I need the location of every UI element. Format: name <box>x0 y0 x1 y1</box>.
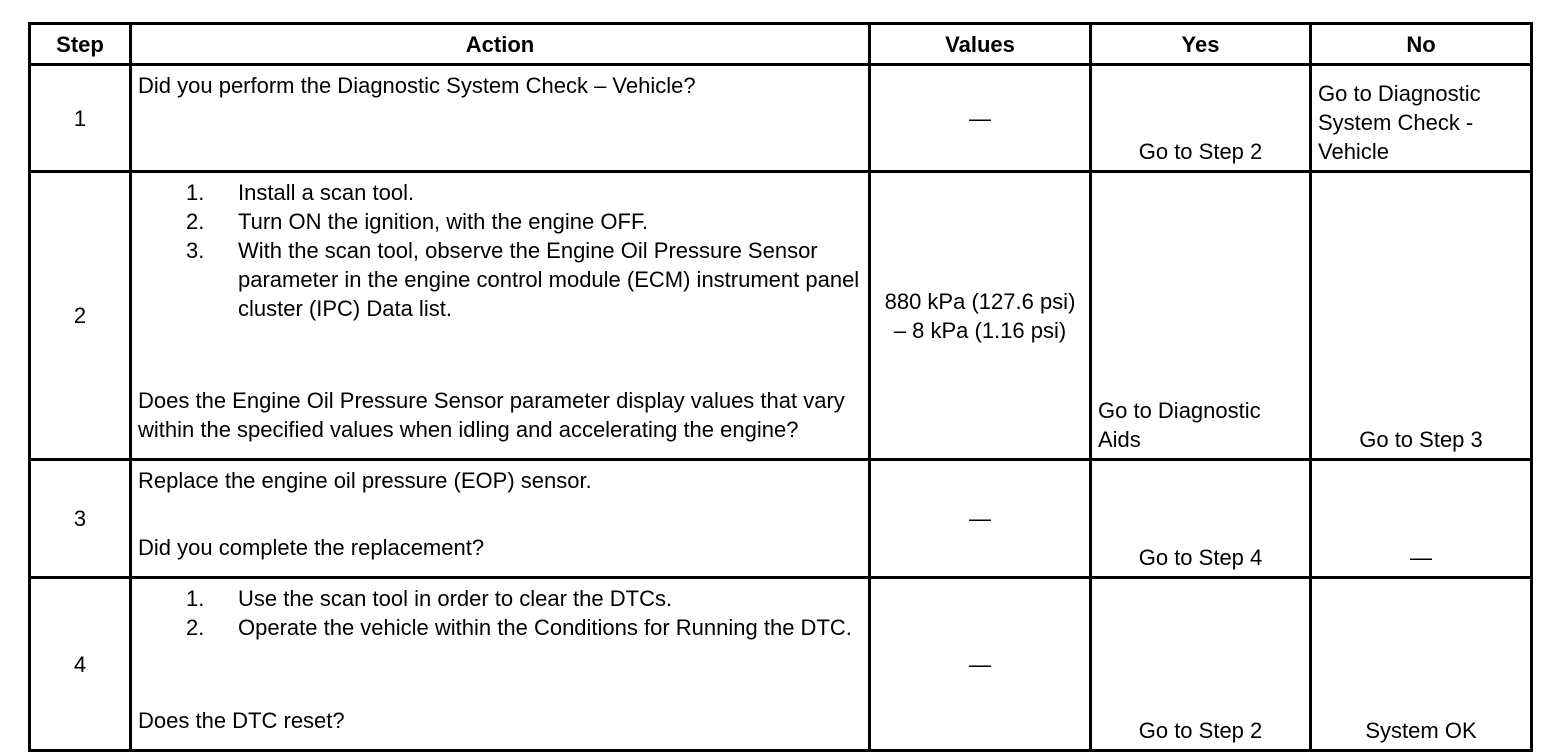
list-item <box>138 584 862 613</box>
action-question: Did you perform the Diagnostic System Check – Vehicle? <box>138 73 696 98</box>
no-cell: Go to Step 3 <box>1311 172 1532 460</box>
list-item-text: Operate the vehicle within the Conditions for Running the DTC. <box>238 615 852 640</box>
action-cell <box>131 172 870 460</box>
list-item-number: 2. <box>186 615 205 640</box>
step-number: 3 <box>30 460 131 578</box>
yes-cell: Go to Diagnostic Aids <box>1091 172 1311 460</box>
table-row-step-3 <box>30 460 1532 578</box>
table-row-step-2 <box>30 172 1532 460</box>
values-cell <box>870 460 1091 578</box>
no-cell: — <box>1311 460 1532 578</box>
header-yes: Yes <box>1091 24 1311 65</box>
instruction-list <box>138 584 862 642</box>
header-step: Step <box>30 24 131 65</box>
yes-cell: Go to Step 2 <box>1091 65 1311 172</box>
no-cell: System OK <box>1311 578 1532 751</box>
list-item-text: Install a scan tool. <box>238 180 415 205</box>
step-number: 2 <box>30 172 131 460</box>
values-dash: — <box>969 651 991 677</box>
yes-cell: Go to Step 2 <box>1091 578 1311 751</box>
list-item <box>138 207 862 236</box>
step-number: 4 <box>30 578 131 751</box>
values-cell: 880 kPa (127.6 psi) – 8 kPa (1.16 psi) <box>870 172 1091 460</box>
values-cell <box>870 578 1091 751</box>
list-item <box>138 613 862 642</box>
values-dash: — <box>969 506 991 531</box>
header-values: Values <box>870 24 1091 65</box>
list-item-text: With the scan tool, observe the Engine Oil Pressure Sensor parameter in the engine control module (ECM) instrument panel cluster (IPC) Data list. <box>238 238 860 321</box>
action-question: Did you complete the replacement? <box>138 535 485 560</box>
action-cell <box>131 460 870 578</box>
values-cell <box>870 65 1091 172</box>
table-row-step-1 <box>30 65 1532 172</box>
list-item <box>138 178 862 207</box>
header-action: Action <box>131 24 870 65</box>
list-item-number: 1. <box>186 586 205 611</box>
action-cell <box>131 65 870 172</box>
list-item-number: 1. <box>186 180 205 205</box>
step-number: 1 <box>30 65 131 172</box>
action-question: Does the DTC reset? <box>138 708 345 733</box>
instruction-list <box>138 178 862 323</box>
action-question: Does the Engine Oil Pressure Sensor parameter display values that vary within the specified values when idling and accelerating the engine? <box>138 388 845 442</box>
list-item-number: 2. <box>186 209 205 234</box>
action-instruction: Replace the engine oil pressure (EOP) sensor. <box>138 468 592 493</box>
yes-cell: Go to Step 4 <box>1091 460 1311 578</box>
no-cell: Go to Diagnostic System Check - Vehicle <box>1311 65 1532 172</box>
header-row <box>30 24 1532 65</box>
list-item-text: Use the scan tool in order to clear the DTCs. <box>238 586 673 611</box>
list-item-text: Turn ON the ignition, with the engine OFF. <box>238 209 649 234</box>
table-row-step-4 <box>30 578 1532 751</box>
values-dash: — <box>969 105 991 131</box>
diagnostic-table <box>28 22 1533 752</box>
list-item <box>138 236 862 323</box>
list-item-number: 3. <box>186 238 205 263</box>
header-no: No <box>1311 24 1532 65</box>
action-cell <box>131 578 870 751</box>
